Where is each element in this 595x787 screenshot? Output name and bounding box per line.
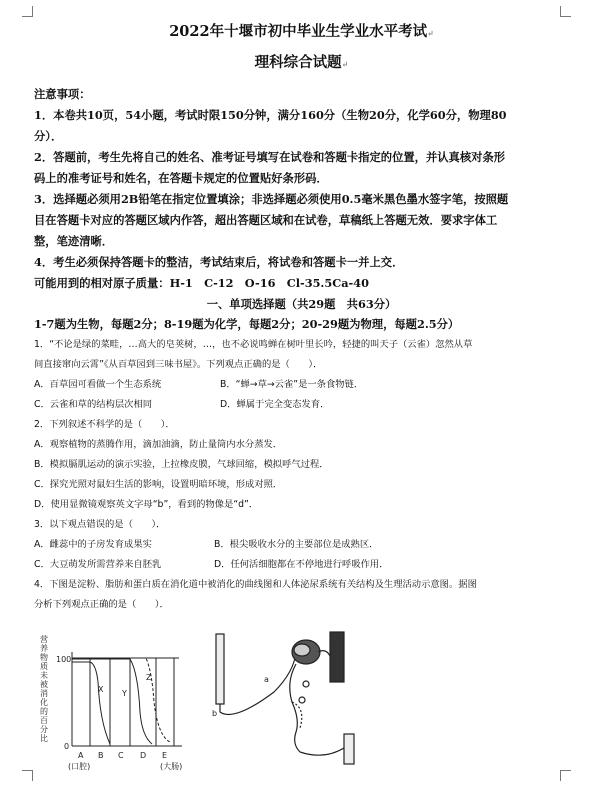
exam-page bbox=[34, 22, 569, 615]
x-tick-b: B bbox=[98, 751, 104, 760]
connecting-tube bbox=[220, 652, 296, 715]
ylabel-char: 比 bbox=[40, 734, 48, 743]
curve-x bbox=[72, 662, 110, 744]
option-a: A．百草园可看做一个生态系统 bbox=[34, 379, 162, 390]
question-2 bbox=[34, 415, 569, 515]
option-b: B．模拟膈肌运动的演示实验，上拉橡皮膜，气球回缩，模拟呼气过程． bbox=[34, 459, 329, 470]
question-stem: 4．下图是淀粉、脂肪和蛋白质在消化道中被消化的曲线图和人体泌尿系统有关结构及生理活动示意图。据图 bbox=[34, 579, 477, 590]
ylabel-char: 的 bbox=[40, 707, 48, 716]
vessel-right bbox=[330, 632, 344, 682]
ylabel-char: 被 bbox=[40, 680, 48, 689]
y-tick-0: 0 bbox=[64, 742, 70, 751]
ylabel-char: 未 bbox=[40, 671, 48, 680]
option-a: A．观察植物的蒸腾作用，滴加油滴，防止量筒内水分蒸发． bbox=[34, 439, 283, 450]
marker-circle bbox=[303, 681, 309, 687]
x-tick-e: E bbox=[162, 751, 168, 760]
label-b: b bbox=[212, 709, 218, 718]
nephron-diagram bbox=[216, 632, 354, 764]
notice-heading: 注意事项： bbox=[34, 87, 91, 101]
crop-mark-top-right bbox=[560, 6, 571, 17]
crop-mark-top-left bbox=[22, 6, 33, 17]
x-label-intestine: (大肠) bbox=[160, 762, 183, 771]
notice-line: 3．选择题必须用2B铅笔在指定位置填涂；非选择题必须使用0.5毫米黑色墨水签字笔，按照题 bbox=[34, 192, 509, 206]
option-d: D．蝉属于完全变态发育． bbox=[220, 399, 330, 410]
ylabel-char: 消 bbox=[40, 689, 48, 698]
question-3 bbox=[34, 515, 569, 575]
curve-label-y: Y bbox=[122, 689, 127, 698]
curve-y bbox=[72, 659, 152, 744]
x-label-mouth: (口腔) bbox=[68, 762, 91, 771]
question-stem: 2．下列叙述不科学的是（ ）． bbox=[34, 419, 175, 430]
crop-mark-bottom-left bbox=[22, 770, 33, 781]
atomic-mass-line: 可能用到的相对原子质量：H-1 C-12 O-16 Cl-35.5Ca-40 bbox=[34, 276, 369, 290]
ylabel-char: 质 bbox=[40, 662, 48, 671]
option-b: B．“蝉→草→云雀”是一条食物链． bbox=[220, 379, 364, 390]
curve-label-z: Z bbox=[146, 673, 152, 682]
ylabel-char: 物 bbox=[40, 653, 48, 662]
option-d: D．任何活细胞都在不停地进行呼吸作用． bbox=[214, 559, 389, 570]
notice-line: 目在答题卡对应的答题区域内作答，超出答题区域和在试卷，草稿纸上答题无效．要求字体工 bbox=[34, 213, 498, 227]
option-b: B．根尖吸收水分的主要部位是成熟区． bbox=[214, 539, 379, 550]
option-row bbox=[34, 395, 569, 415]
ylabel-char: 养 bbox=[40, 644, 48, 653]
option-c: C．云雀和草的结构层次相同 bbox=[34, 399, 153, 410]
option-d: D．使用显微镜观察英文字母“b”，看到的物像是“d”． bbox=[34, 499, 259, 510]
ylabel-char: 化 bbox=[40, 698, 48, 707]
curve-z bbox=[72, 658, 170, 742]
ylabel-char: 百 bbox=[40, 716, 48, 725]
question-stem: 1．“不论是绿的菜畦，…高大的皂荚树，…，也不必说鸣蝉在树叶里长吟，轻捷的叫天子（云雀）忽然从草 bbox=[34, 339, 473, 350]
notice-line: 2．答题前，考生先将自己的姓名、准考证号填写在试卷和答题卡指定的位置，并认真核对条形 bbox=[34, 150, 506, 164]
x-tick-c: C bbox=[118, 751, 124, 760]
curve-label-x: X bbox=[98, 685, 104, 694]
renal-tubule bbox=[290, 664, 300, 752]
notice-line: 分）． bbox=[34, 129, 63, 143]
notice-block bbox=[34, 84, 569, 294]
ylabel-char: 营 bbox=[40, 635, 48, 644]
capsule bbox=[294, 644, 310, 656]
notice-line: 4．考生必须保持答题卡的整洁，考试结束后，将试卷和答题卡一并上交． bbox=[34, 255, 404, 269]
option-a: A．雌蕊中的子房发育成果实 bbox=[34, 539, 152, 550]
collecting-duct bbox=[300, 748, 344, 755]
question-1 bbox=[34, 335, 569, 415]
crop-mark-bottom-right bbox=[560, 770, 571, 781]
question-4 bbox=[34, 575, 569, 615]
digestion-and-urinary-diagram bbox=[34, 612, 434, 772]
notice-line: 整，笔迹清晰． bbox=[34, 234, 114, 248]
tube-bottom-right bbox=[344, 734, 354, 764]
question-stem: 间直接窜向云霄”《从百草园到三味书屋》。下列观点正确的是（ ）． bbox=[34, 359, 323, 370]
exam-subtitle: 理科综合试题↵ bbox=[254, 54, 349, 71]
notice-line: 码上的准考证号和姓名，在答题卡规定的位置贴好条形码． bbox=[34, 171, 328, 185]
x-tick-a: A bbox=[78, 751, 84, 760]
ylabel-char: 分 bbox=[40, 725, 48, 734]
tube-left bbox=[216, 634, 224, 704]
exam-title: 2022年十堰市初中毕业生学业水平考试↵ bbox=[169, 23, 434, 40]
section-title: 一、单项选择题（共29题 共63分） bbox=[206, 297, 397, 311]
label-a: a bbox=[264, 675, 269, 684]
option-row bbox=[34, 555, 569, 575]
question-stem: 3．以下观点错误的是（ ）． bbox=[34, 519, 166, 530]
y-tick-100: 100 bbox=[56, 655, 72, 664]
notice-line: 1．本卷共10页，54小题，考试时限150分钟，满分160分（生物20分，化学60分，物理80 bbox=[34, 108, 507, 122]
section-description: 1-7题为生物，每题2分；8-19题为化学，每题2分；20-29题为物理，每题2.5分） bbox=[34, 317, 460, 331]
option-c: C．大豆萌发所需营养来自胚乳 bbox=[34, 559, 162, 570]
option-row bbox=[34, 375, 569, 395]
x-tick-d: D bbox=[140, 751, 147, 760]
option-row bbox=[34, 535, 569, 555]
option-c: C．探究光照对鼠妇生活的影响，设置明暗环境，形成对照． bbox=[34, 479, 283, 490]
question-stem: 分析下列观点正确的是（ ）． bbox=[34, 599, 169, 610]
marker-circle bbox=[299, 697, 305, 703]
question-4-figure bbox=[34, 612, 434, 772]
